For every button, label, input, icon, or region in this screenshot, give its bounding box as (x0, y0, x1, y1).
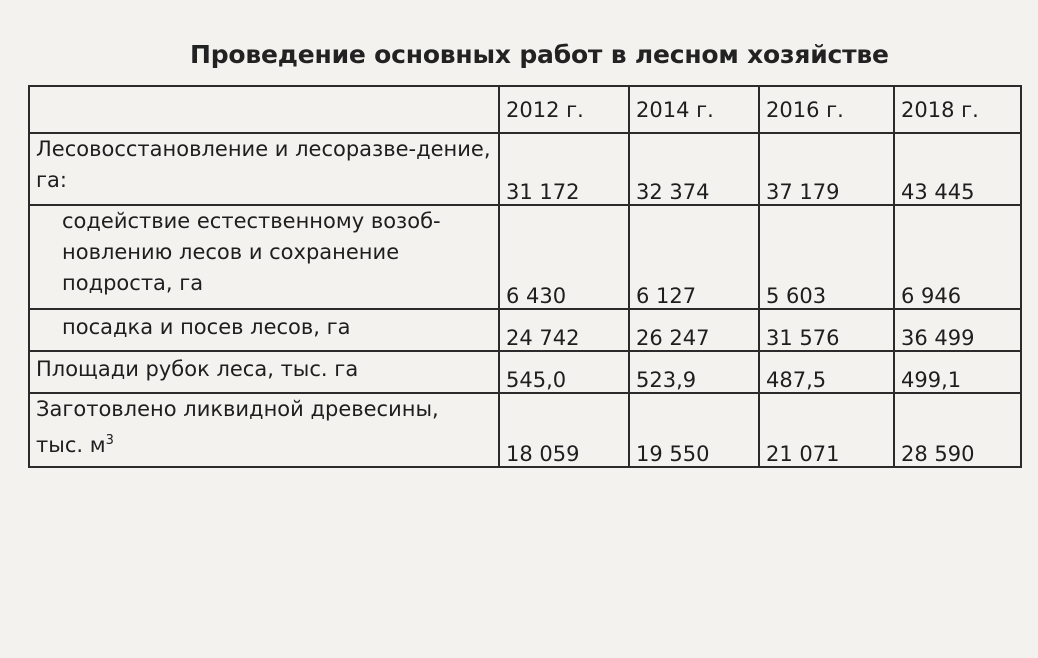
row-label-text: Заготовлено ликвидной древесины, тыс. м (36, 397, 439, 457)
header-blank-cell (29, 86, 499, 133)
table-cell: 24 742 (499, 309, 629, 351)
row-label (29, 393, 499, 467)
table-cell: 37 179 (759, 133, 894, 205)
row-label: Лесовосстановление и лесоразве-дение, га: (29, 133, 499, 205)
row-label: посадка и посев лесов, га (29, 309, 499, 351)
table-cell: 499,1 (894, 351, 1021, 393)
table-cell: 26 247 (629, 309, 759, 351)
header-year-2016: 2016 г. (759, 86, 894, 133)
table-cell: 545,0 (499, 351, 629, 393)
table-cell: 28 590 (894, 393, 1021, 467)
table-cell: 6 430 (499, 205, 629, 309)
table-cell: 32 374 (629, 133, 759, 205)
table-row (29, 393, 1021, 467)
forestry-works-table (28, 85, 1022, 468)
table-cell: 31 576 (759, 309, 894, 351)
table-cell: 523,9 (629, 351, 759, 393)
table-row (29, 133, 1021, 205)
header-year-2012: 2012 г. (499, 86, 629, 133)
table-cell: 31 172 (499, 133, 629, 205)
header-year-2018: 2018 г. (894, 86, 1021, 133)
table-cell: 6 127 (629, 205, 759, 309)
table-cell: 18 059 (499, 393, 629, 467)
header-year-2014: 2014 г. (629, 86, 759, 133)
table-row (29, 351, 1021, 393)
table-cell: 487,5 (759, 351, 894, 393)
table-cell: 6 946 (894, 205, 1021, 309)
cubic-superscript: 3 (105, 433, 114, 448)
table-cell: 19 550 (629, 393, 759, 467)
table-cell: 43 445 (894, 133, 1021, 205)
table-title: Проведение основных работ в лесном хозяйстве (190, 40, 889, 69)
row-label: Площади рубок леса, тыс. га (29, 351, 499, 393)
table-row (29, 309, 1021, 351)
table-cell: 36 499 (894, 309, 1021, 351)
table-row (29, 205, 1021, 309)
row-label: содействие естественному возоб-новлению лесов и сохранение подроста, га (29, 205, 499, 309)
table-cell: 21 071 (759, 393, 894, 467)
table-cell: 5 603 (759, 205, 894, 309)
header-row (29, 86, 1021, 133)
